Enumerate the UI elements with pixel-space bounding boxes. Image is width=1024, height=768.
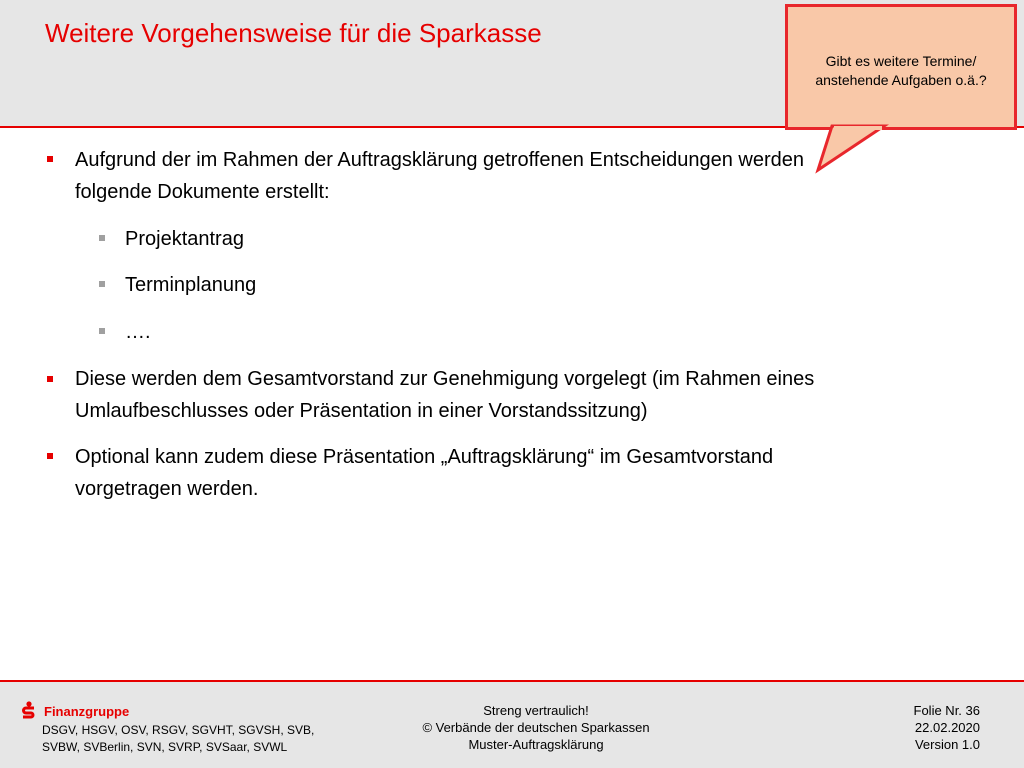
slide-date: 22.02.2020 (914, 720, 980, 735)
association-line-1: DSGV, HSGV, OSV, RSGV, SGVHT, SGVSH, SVB, (42, 723, 315, 737)
bullet-3-line-2: vorgetragen werden. (75, 478, 259, 500)
confidential-label: Streng vertraulich! (483, 703, 589, 718)
slide-number: Folie Nr. 36 (913, 703, 980, 718)
footer-slide-info (880, 702, 980, 753)
sub-item-2: Terminplanung (125, 274, 257, 296)
bullet-1-line-2: folgende Dokumente erstellt: (75, 181, 330, 203)
slide-title: Weitere Vorgehensweise für die Sparkasse (45, 18, 542, 48)
footer-center-info (380, 702, 692, 753)
bullet-2-line-1: Diese werden dem Gesamtvorstand zur Genehmigung vorgelegt (im Rahmen eines (75, 368, 815, 390)
sub-bullet-marker (99, 328, 105, 334)
brand-label: Finanzgruppe (44, 704, 130, 719)
document-name: Muster-Auftragsklärung (468, 737, 604, 752)
sub-item-1: Projektantrag (125, 228, 244, 250)
bullet-1-line-1: Aufgrund der im Rahmen der Auftragsklärung getroffenen Entscheidungen werden (75, 149, 804, 171)
bullet-2-line-2: Umlaufbeschlusses oder Präsentation in einer Vorstandssitzung) (75, 400, 648, 422)
association-list (42, 722, 314, 756)
bullet-3-line-1: Optional kann zudem diese Präsentation „Auftragsklärung“ im Gesamtvorstand (75, 446, 774, 468)
slide-version: Version 1.0 (914, 737, 980, 752)
sub-bullet-marker (99, 235, 105, 241)
callout-tail-icon (0, 0, 1024, 200)
sparkasse-s-logo-icon (20, 701, 38, 721)
bullet-marker (47, 376, 53, 382)
copyright-label: © Verbände der deutschen Sparkassen (422, 720, 650, 735)
sub-item-3: …. (125, 321, 151, 343)
sub-bullet-marker (99, 281, 105, 287)
callout-line-1: Gibt es weitere Termine/ (825, 53, 977, 69)
association-line-2: SVBW, SVBerlin, SVN, SVRP, SVSaar, SVWL (42, 740, 288, 754)
bullet-marker (47, 453, 53, 459)
callout-line-2: anstehende Aufgaben o.ä.? (815, 72, 987, 88)
